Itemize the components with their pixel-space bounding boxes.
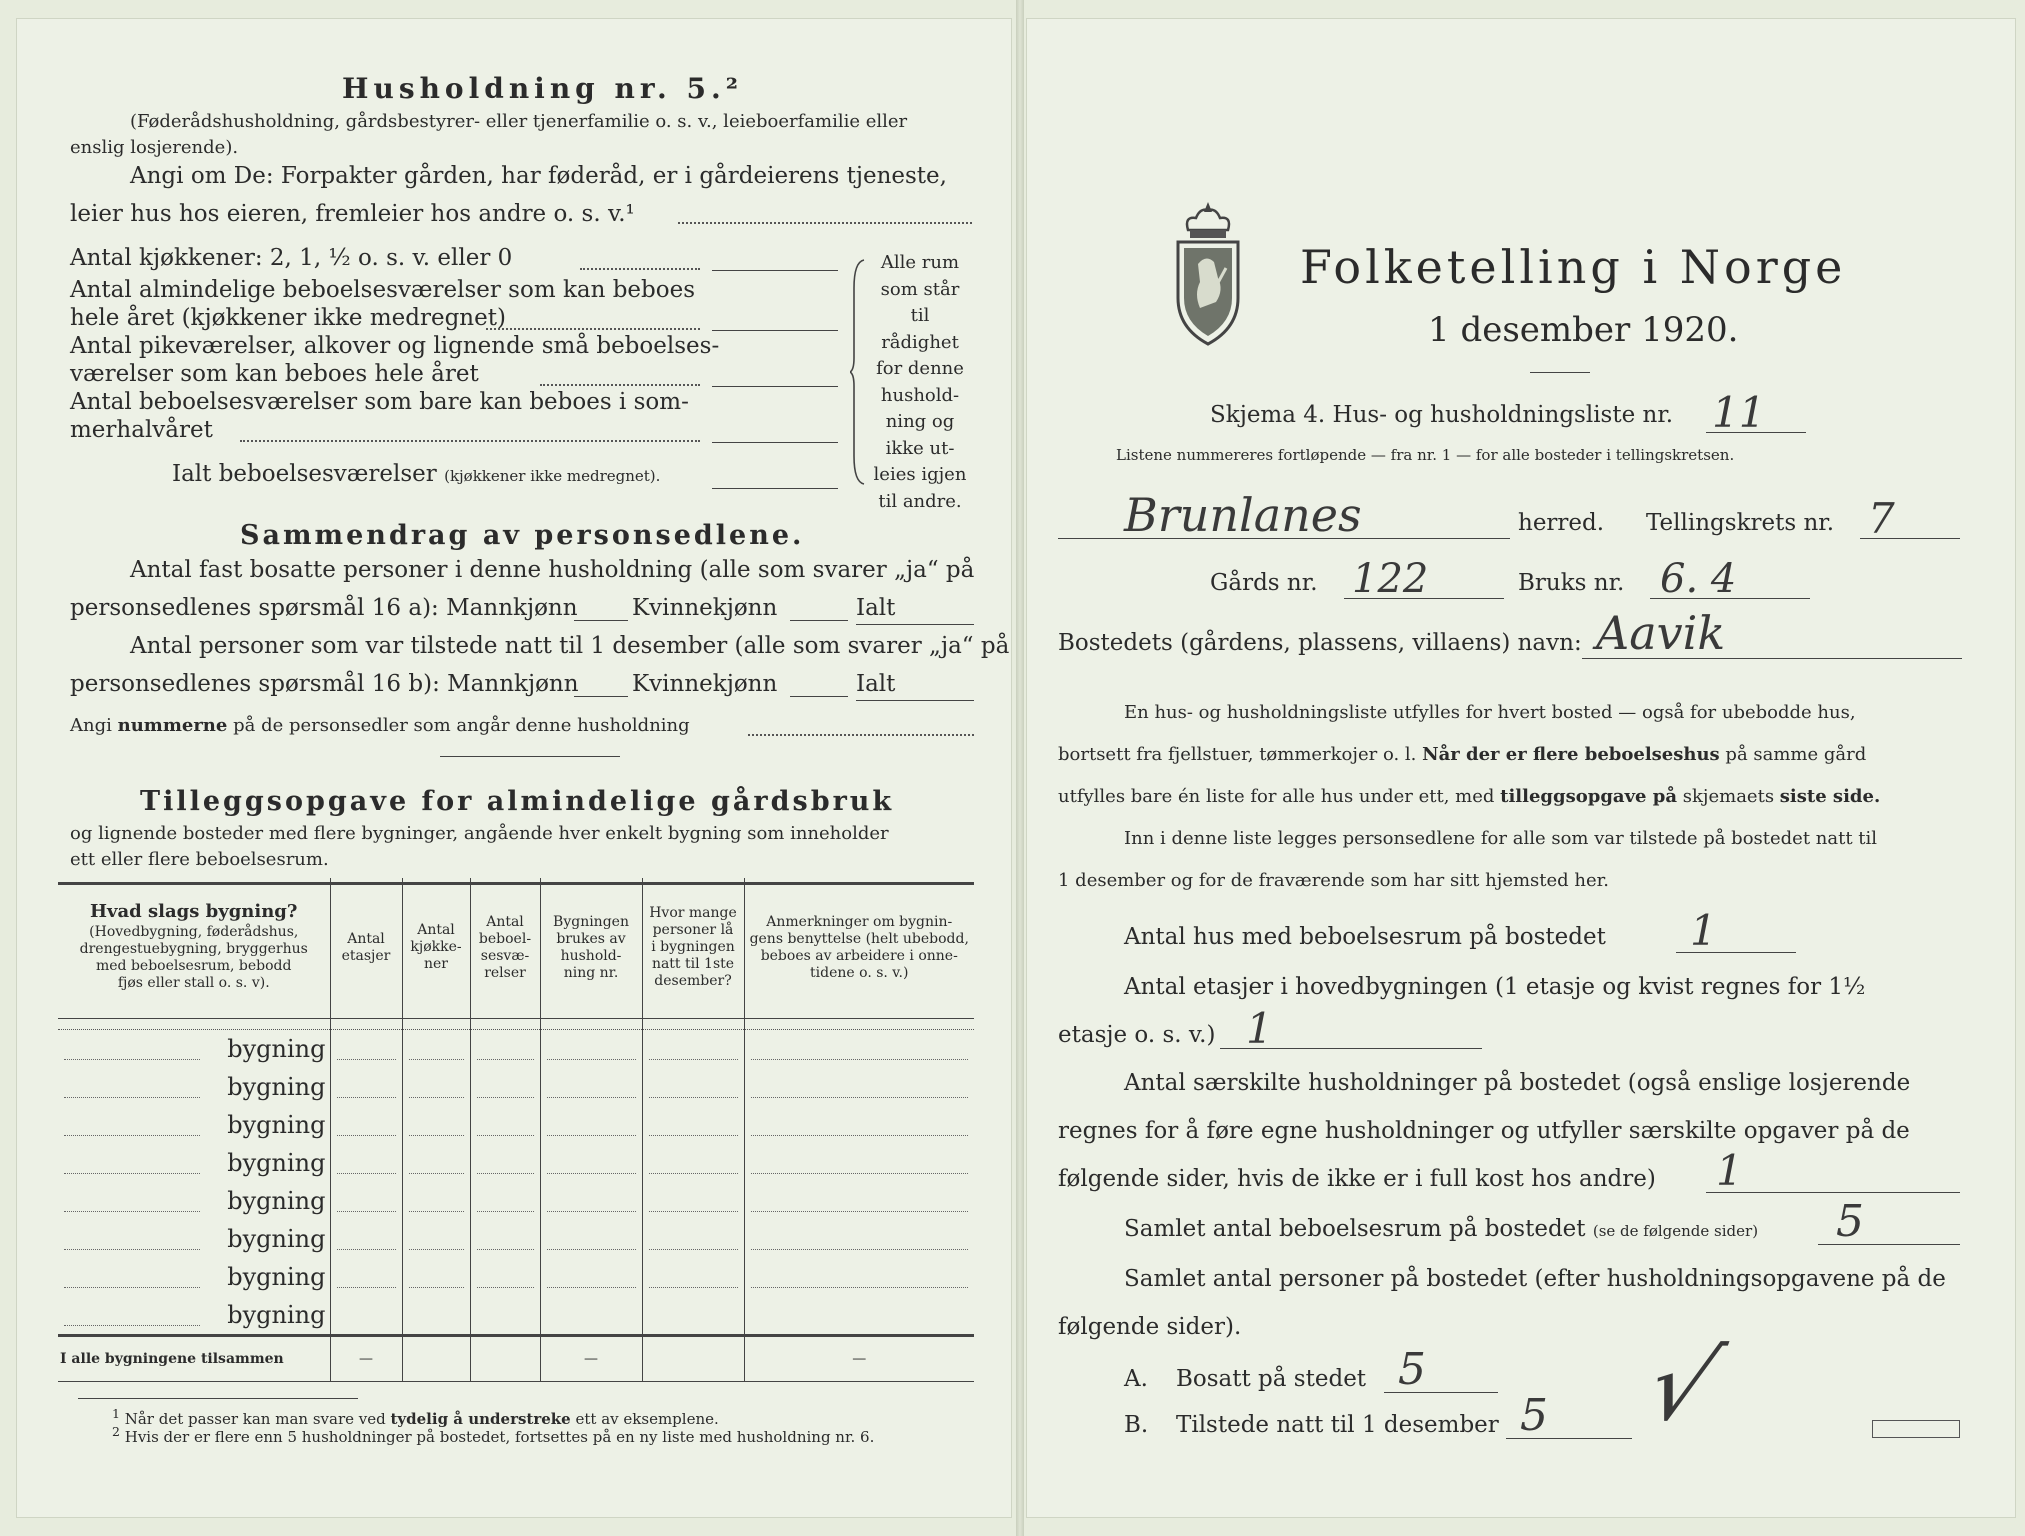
table-cell[interactable] <box>540 1258 642 1296</box>
instr-bold: tilleggsopgave på <box>1500 786 1678 807</box>
building-label: bygning <box>227 1262 326 1291</box>
header-line: Antal <box>486 913 524 930</box>
header-line: Anmerkninger om bygnin- <box>766 913 953 930</box>
resident-female-label: Kvinnekjønn <box>632 595 778 621</box>
table-cell[interactable] <box>330 1296 402 1336</box>
row-dots <box>337 1249 396 1250</box>
bosted-label: Bostedets (gårdens, plassens, villaens) navn: <box>1058 630 1582 656</box>
header-line: tidene o. s. v.) <box>810 964 909 981</box>
table-cell[interactable] <box>540 1144 642 1182</box>
numbers-answer-line[interactable] <box>748 734 974 736</box>
table-cell[interactable] <box>744 1258 974 1296</box>
row-dots <box>547 1287 636 1288</box>
spacer-cell <box>642 1018 744 1029</box>
table-cell[interactable] <box>744 1220 974 1258</box>
present-female-answer[interactable] <box>790 696 848 697</box>
households-question-3: følgende sider, hvis de ikke er i full kost hos andre) <box>1058 1166 1656 1192</box>
maid-rooms-dots <box>540 384 700 386</box>
kitchens-label: Antal kjøkkener: 2, 1, ¹⁄₂ o. s. v. eller 0 <box>70 245 513 271</box>
row-dots <box>751 1173 969 1174</box>
row-dots <box>477 1287 534 1288</box>
side-note <box>872 250 968 515</box>
row-dots <box>64 1173 200 1174</box>
table-cell[interactable] <box>540 1029 642 1068</box>
row-dots <box>751 1097 969 1098</box>
header-line: beboel- <box>478 930 532 947</box>
row-dots <box>649 1135 738 1136</box>
summary-1-line-2: personsedlenes spørsmål 16 a): Mannkjønn <box>70 595 578 621</box>
present-male-answer[interactable] <box>574 696 628 697</box>
summary-2-line-2: personsedlenes spørsmål 16 b): Mannkjønn <box>70 671 579 697</box>
total-rooms-note: (kjøkkener ikke medregnet). <box>444 467 661 485</box>
row-dots <box>64 1325 200 1326</box>
spacer-cell <box>402 1018 470 1029</box>
table-cell[interactable] <box>470 1296 540 1336</box>
row-dots <box>64 1097 200 1098</box>
table-cell[interactable] <box>540 1106 642 1144</box>
table-cell[interactable] <box>470 1029 540 1068</box>
header-line: desember? <box>654 973 732 990</box>
row-dots <box>649 1097 738 1098</box>
numbers-pre: Angi <box>70 715 112 736</box>
table-cell[interactable] <box>642 1144 744 1182</box>
table-cell[interactable] <box>744 1182 974 1220</box>
summary-1-line-1: Antal fast bosatte personer i denne husholdning (alle som svarer „ja“ på <box>130 557 975 583</box>
row-dots <box>64 1249 200 1250</box>
row-dots <box>409 1059 464 1060</box>
kitchens-answer-line[interactable] <box>712 270 838 271</box>
maid-rooms-answer-line[interactable] <box>712 386 838 387</box>
table-cell[interactable] <box>402 1029 470 1068</box>
resident-female-answer[interactable] <box>790 620 848 621</box>
table-cell[interactable] <box>642 1029 744 1068</box>
header-remarks <box>744 878 974 1018</box>
table-row <box>58 1106 974 1144</box>
header-kitchens <box>402 878 470 1018</box>
side-note-line: for denne <box>876 358 964 379</box>
row-dots <box>477 1173 534 1174</box>
building-label: bygning <box>227 1110 326 1139</box>
summer-rooms-label-2: merhalvåret <box>70 417 213 443</box>
summary-title: Sammendrag av personsedlene. <box>240 520 805 551</box>
header-line: brukes av <box>556 930 626 947</box>
building-label: bygning <box>227 1148 326 1177</box>
printer-stamp <box>1872 1420 1960 1438</box>
table-total-row <box>58 1335 974 1381</box>
table-cell[interactable] <box>470 1106 540 1144</box>
households-question-1: Antal særskilte husholdninger på bostedet (også enslige losjerende <box>1124 1070 1911 1096</box>
gards-label: Gårds nr. <box>1210 570 1318 596</box>
building-cell[interactable] <box>58 1144 330 1182</box>
ask-answer-line[interactable] <box>678 222 972 224</box>
table-row <box>58 1068 974 1106</box>
total-rooms-cell[interactable] <box>470 1335 540 1381</box>
instruction-1-line-3 <box>1058 786 1880 807</box>
header-line: Antal <box>417 922 455 939</box>
total-remarks-cell[interactable]: — <box>744 1335 974 1381</box>
resident-total-answer[interactable] <box>856 624 974 625</box>
farm-title: Tilleggsopgave for almindelige gårdsbruk <box>140 786 895 817</box>
present-label: Tilstede natt til 1 desember <box>1176 1412 1499 1438</box>
table-cell[interactable] <box>540 1068 642 1106</box>
table-cell[interactable] <box>402 1144 470 1182</box>
row-dots <box>649 1249 738 1250</box>
header-line: natt til 1ste <box>651 956 735 973</box>
persons-question-1: Samlet antal personer på bostedet (efter husholdningsopgavene på de <box>1124 1266 1946 1292</box>
section-divider <box>440 756 620 757</box>
header-line: etasjer <box>341 947 391 964</box>
instruction-2-line-1: Inn i denne liste legges personsedlene for alle som var tilstede på bostedet natt til <box>1124 828 1878 849</box>
row-dots <box>64 1135 200 1136</box>
instr-pre: utfylles bare én liste for alle hus under ett, med <box>1058 786 1495 807</box>
maid-rooms-label-1: Antal pikeværelser, alkover og lignende små beboelses- <box>70 333 720 359</box>
side-note-line: ikke ut- <box>885 437 955 459</box>
census-title: Folketelling i Norge <box>1300 240 1847 294</box>
footnote-2-text: Hvis der er flere enn 5 husholdninger på bostedet, fortsettes på en ny liste med husholdning nr. 6. <box>124 1428 875 1446</box>
row-dots <box>64 1287 200 1288</box>
row-dots <box>337 1211 396 1212</box>
household-intro-1: (Føderådshusholdning, gårdsbestyrer- eller tjenerfamilie o. s. v., leieboerfamilie eller <box>130 111 908 132</box>
row-dots <box>547 1211 636 1212</box>
building-cell[interactable] <box>58 1029 330 1068</box>
row-dots <box>64 1059 200 1060</box>
ordinary-rooms-dots <box>486 328 700 330</box>
table-cell[interactable] <box>330 1106 402 1144</box>
side-note-line: som står til <box>880 278 960 326</box>
brace-icon <box>850 258 866 486</box>
side-note-line: leies igjen <box>873 464 967 485</box>
side-note-line: hushold- <box>880 384 960 406</box>
footnote-1-post: ett av eksemplene. <box>575 1410 719 1428</box>
table-cell[interactable] <box>330 1182 402 1220</box>
row-dots <box>409 1135 464 1136</box>
building-cell[interactable] <box>58 1106 330 1144</box>
households-question-2: regnes for å føre egne husholdninger og utfyller særskilte opgaver på de <box>1058 1118 1910 1144</box>
rooms-answer[interactable]: 5 <box>1836 1196 1864 1247</box>
header-line: ning nr. <box>563 964 619 981</box>
total-household-cell[interactable]: — <box>540 1335 642 1381</box>
table-cell[interactable] <box>642 1258 744 1296</box>
floors-answer[interactable]: 1 <box>1246 1004 1273 1053</box>
row-dots <box>337 1287 396 1288</box>
households-answer[interactable]: 1 <box>1716 1146 1743 1195</box>
table-cell[interactable] <box>642 1106 744 1144</box>
building-label: bygning <box>227 1300 326 1329</box>
footnote-rule <box>78 1398 358 1399</box>
instruction-1-line-1: En hus- og husholdningsliste utfylles for hvert bosted — også for ubebodde hus, <box>1124 702 1856 723</box>
header-note-line: drengestuebygning, bryggerhus <box>79 941 308 958</box>
present-total-answer[interactable] <box>856 700 974 701</box>
table-cell[interactable] <box>330 1258 402 1296</box>
row-dots <box>649 1287 738 1288</box>
table-cell[interactable] <box>642 1296 744 1336</box>
row-dots <box>337 1135 396 1136</box>
table-cell[interactable] <box>402 1182 470 1220</box>
table-cell[interactable] <box>744 1296 974 1336</box>
row-dots <box>751 1135 969 1136</box>
rooms-question-note: (se de følgende sider) <box>1592 1222 1759 1240</box>
header-line: sesvæ- <box>480 947 530 964</box>
numbers-bold: nummerne <box>117 715 228 736</box>
header-note-line: (Hovedbygning, føderådshus, <box>89 924 299 941</box>
households-answer-line <box>1706 1192 1960 1193</box>
header-line: gens benyttelse (helt ubebodd, <box>749 930 969 947</box>
total-rooms-answer-line[interactable] <box>712 488 838 489</box>
building-cell[interactable] <box>58 1182 330 1220</box>
farm-intro-1: og lignende bosteder med flere bygninger, angående hver enkelt bygning som inneholder <box>70 823 889 844</box>
row-dots <box>337 1097 396 1098</box>
row-dots <box>649 1173 738 1174</box>
building-cell[interactable] <box>58 1296 330 1336</box>
row-dots <box>337 1059 396 1060</box>
table-row <box>58 1258 974 1296</box>
table-cell[interactable] <box>402 1220 470 1258</box>
total-floors-cell[interactable]: — <box>330 1335 402 1381</box>
footnote-2 <box>112 1424 874 1446</box>
header-building-type-title: Hvad slags bygning? <box>90 901 298 923</box>
floors-question-2: etasje o. s. v.) <box>1058 1022 1216 1048</box>
present-answer[interactable]: 5 <box>1520 1390 1548 1441</box>
summer-rooms-dots <box>240 440 700 442</box>
checkmark-icon: √ <box>1631 1330 1734 1442</box>
table-cell[interactable] <box>744 1029 974 1068</box>
bosted-value[interactable]: Aavik <box>1596 606 1726 660</box>
header-building-type <box>58 878 330 1018</box>
row-dots <box>547 1249 636 1250</box>
tellingskrets-value[interactable]: 7 <box>1868 494 1895 543</box>
list-number-value[interactable]: 11 <box>1712 388 1766 437</box>
table-cell[interactable] <box>330 1144 402 1182</box>
row-dots <box>547 1059 636 1060</box>
table-row <box>58 1220 974 1258</box>
header-line: hushold- <box>560 947 622 964</box>
side-note-line: til andre. <box>878 490 962 512</box>
coat-of-arms-icon <box>1170 198 1246 348</box>
table-row <box>58 1144 974 1182</box>
row-dots <box>751 1059 969 1060</box>
farm-intro-2: ett eller flere beboelsesrum. <box>70 849 329 870</box>
row-dots <box>409 1287 464 1288</box>
table-cell[interactable] <box>744 1144 974 1182</box>
census-date: 1 desember 1920. <box>1428 310 1739 350</box>
table-cell[interactable] <box>402 1258 470 1296</box>
row-dots <box>751 1249 969 1250</box>
table-cell[interactable] <box>540 1220 642 1258</box>
header-line: Antal <box>347 930 385 947</box>
instruction-2-line-2: 1 desember og for de fraværende som har sitt hjemsted her. <box>1058 870 1609 891</box>
row-dots <box>477 1097 534 1098</box>
summary-2-line-1: Antal personer som var tilstede natt til 1 desember (alle som svarer „ja“ på <box>130 633 1010 659</box>
header-floors <box>330 878 402 1018</box>
buildings-table <box>58 878 974 1382</box>
kitchens-dots <box>580 268 700 270</box>
table-cell[interactable] <box>642 1220 744 1258</box>
row-dots <box>547 1135 636 1136</box>
gards-value[interactable]: 122 <box>1352 556 1429 602</box>
instr-pre: bortsett fra fjellstuer, tømmerkojer o. l. <box>1058 744 1417 765</box>
side-note-line: rådighet <box>881 331 959 353</box>
total-label-cell: I alle bygningene tilsammen <box>60 1350 284 1367</box>
floors-question-1: Antal etasjer i hovedbygningen (1 etasje og kvist regnes for 1¹⁄₂ <box>1124 974 1866 1000</box>
row-dots <box>477 1249 534 1250</box>
row-dots <box>477 1135 534 1136</box>
table-cell[interactable] <box>330 1220 402 1258</box>
table-cell[interactable] <box>540 1182 642 1220</box>
row-dots <box>547 1173 636 1174</box>
header-line: kjøkke- <box>410 939 462 956</box>
header-line: Bygningen <box>553 913 629 930</box>
row-dots <box>409 1173 464 1174</box>
ordinary-rooms-label-2: hele året (kjøkkener ikke medregnet) <box>70 305 506 331</box>
table-cell[interactable] <box>642 1182 744 1220</box>
row-dots <box>751 1211 969 1212</box>
row-dots <box>649 1059 738 1060</box>
instruction-1-line-2 <box>1058 744 1866 765</box>
row-dots <box>477 1059 534 1060</box>
row-dots <box>547 1097 636 1098</box>
summer-rooms-answer-line[interactable] <box>712 442 838 443</box>
footnote-1-marker: 1 <box>112 1406 120 1421</box>
resident-total-label: Ialt <box>856 595 896 621</box>
spacer-cell <box>540 1018 642 1029</box>
bruks-label: Bruks nr. <box>1518 570 1625 596</box>
resident-label-letter: A. <box>1124 1366 1148 1392</box>
table-spacer-row <box>58 1018 974 1029</box>
table-cell[interactable] <box>470 1220 540 1258</box>
resident-label: Bosatt på stedet <box>1176 1366 1367 1392</box>
title-divider <box>1530 372 1590 373</box>
resident-answer[interactable]: 5 <box>1398 1344 1426 1395</box>
table-row <box>58 1182 974 1220</box>
building-label: bygning <box>227 1224 326 1253</box>
household-intro-2: enslig losjerende). <box>70 137 239 158</box>
header-line: personer lå <box>652 922 734 939</box>
side-note-line: Alle rum <box>880 252 960 273</box>
spacer-cell <box>58 1018 330 1029</box>
instr-bold: siste side. <box>1779 786 1881 807</box>
side-note-line: ning og <box>885 411 955 432</box>
maid-rooms-label-2: værelser som kan beboes hele året <box>70 361 479 387</box>
table-cell[interactable] <box>470 1068 540 1106</box>
header-rooms <box>470 878 540 1018</box>
spacer-cell <box>330 1018 402 1029</box>
table-cell[interactable] <box>470 1258 540 1296</box>
building-label: bygning <box>227 1186 326 1215</box>
resident-male-answer[interactable] <box>574 620 628 621</box>
ask-line-1: Angi om De: Forpakter gården, har føderåd, er i gårdeierens tjeneste, <box>130 163 947 189</box>
building-cell[interactable] <box>58 1220 330 1258</box>
building-cell[interactable] <box>58 1258 330 1296</box>
total-rooms-text: Ialt beboelsesværelser <box>172 461 437 487</box>
bruks-value[interactable]: 6. 4 <box>1660 556 1737 602</box>
ask-line-2: leier hus hos eieren, fremleier hos andre o. s. v.¹ <box>70 201 635 227</box>
header-line: relser <box>484 964 526 981</box>
instr-bold: Når der er flere beboelseshus <box>1422 744 1720 765</box>
page-fold <box>1016 0 1024 1536</box>
row-dots <box>649 1211 738 1212</box>
table-cell[interactable] <box>402 1296 470 1336</box>
header-line: i bygningen <box>651 939 735 956</box>
table-cell[interactable] <box>642 1068 744 1106</box>
header-persons <box>642 878 744 1018</box>
rooms-question <box>1124 1216 1758 1242</box>
instr-post: på samme gård <box>1725 744 1867 765</box>
table-row <box>58 1296 974 1336</box>
table-cell[interactable] <box>744 1068 974 1106</box>
table-header-row <box>58 878 974 1018</box>
footnote-1-bold: tydelig å understreke <box>390 1410 571 1428</box>
houses-question: Antal hus med beboelsesrum på bostedet <box>1124 924 1606 950</box>
header-line: Hvor mange <box>649 905 737 922</box>
list-note: Listene nummereres fortløpende — fra nr. 1 — for alle bosteder i tellingskretsen. <box>1116 446 1735 464</box>
herred-label: herred. <box>1518 510 1605 536</box>
table-cell[interactable] <box>470 1182 540 1220</box>
header-household-no <box>540 878 642 1018</box>
spacer-cell <box>470 1018 540 1029</box>
total-persons-cell[interactable] <box>642 1335 744 1381</box>
row-dots <box>64 1211 200 1212</box>
table-cell[interactable] <box>330 1068 402 1106</box>
present-label-letter: B. <box>1124 1412 1149 1438</box>
skjema-label: Skjema 4. Hus- og husholdningsliste nr. <box>1210 402 1674 428</box>
total-kitchens-cell[interactable] <box>402 1335 470 1381</box>
household-title: Husholdning nr. 5.² <box>342 72 744 105</box>
tellingskrets-label: Tellingskrets nr. <box>1646 510 1835 536</box>
summer-rooms-label-1: Antal beboelsesværelser som bare kan beboes i som- <box>70 389 689 415</box>
row-dots <box>409 1249 464 1250</box>
footnote-1-pre: Når det passer kan man svare ved <box>124 1410 386 1428</box>
numbers-post: på de personsedler som angår denne husholdning <box>233 715 690 736</box>
table-cell[interactable] <box>402 1068 470 1106</box>
footnote-2-marker: 2 <box>112 1424 120 1439</box>
numbers-label <box>70 715 690 736</box>
spacer-cell <box>744 1018 974 1029</box>
rooms-question-text: Samlet antal beboelsesrum på bostedet <box>1124 1216 1586 1242</box>
table-cell[interactable] <box>402 1106 470 1144</box>
houses-answer[interactable]: 1 <box>1690 906 1717 955</box>
table-cell[interactable] <box>540 1296 642 1336</box>
header-note-line: med beboelsesrum, bebodd <box>96 958 292 975</box>
present-female-label: Kvinnekjønn <box>632 671 778 697</box>
table-row <box>58 1029 974 1068</box>
header-note-line: fjøs eller stall o. s. v). <box>117 975 270 992</box>
total-rooms-label <box>172 461 660 487</box>
header-line: beboes av arbeidere i onne- <box>760 947 958 964</box>
row-dots <box>337 1173 396 1174</box>
herred-value[interactable]: Brunlanes <box>1124 488 1362 542</box>
table-cell[interactable] <box>470 1144 540 1182</box>
header-line: ner <box>424 956 448 973</box>
table-cell[interactable] <box>330 1029 402 1068</box>
ordinary-rooms-answer-line[interactable] <box>712 330 838 331</box>
building-cell[interactable] <box>58 1068 330 1106</box>
row-dots <box>477 1211 534 1212</box>
row-dots <box>751 1287 969 1288</box>
ordinary-rooms-label-1: Antal almindelige beboelsesværelser som kan beboes <box>70 277 696 303</box>
building-label: bygning <box>227 1072 326 1101</box>
building-label: bygning <box>227 1034 326 1063</box>
row-dots <box>409 1211 464 1212</box>
persons-question-2: følgende sider). <box>1058 1314 1242 1340</box>
row-dots <box>409 1097 464 1098</box>
table-cell[interactable] <box>744 1106 974 1144</box>
present-total-label: Ialt <box>856 671 896 697</box>
instr-mid: skjemaets <box>1682 786 1775 807</box>
